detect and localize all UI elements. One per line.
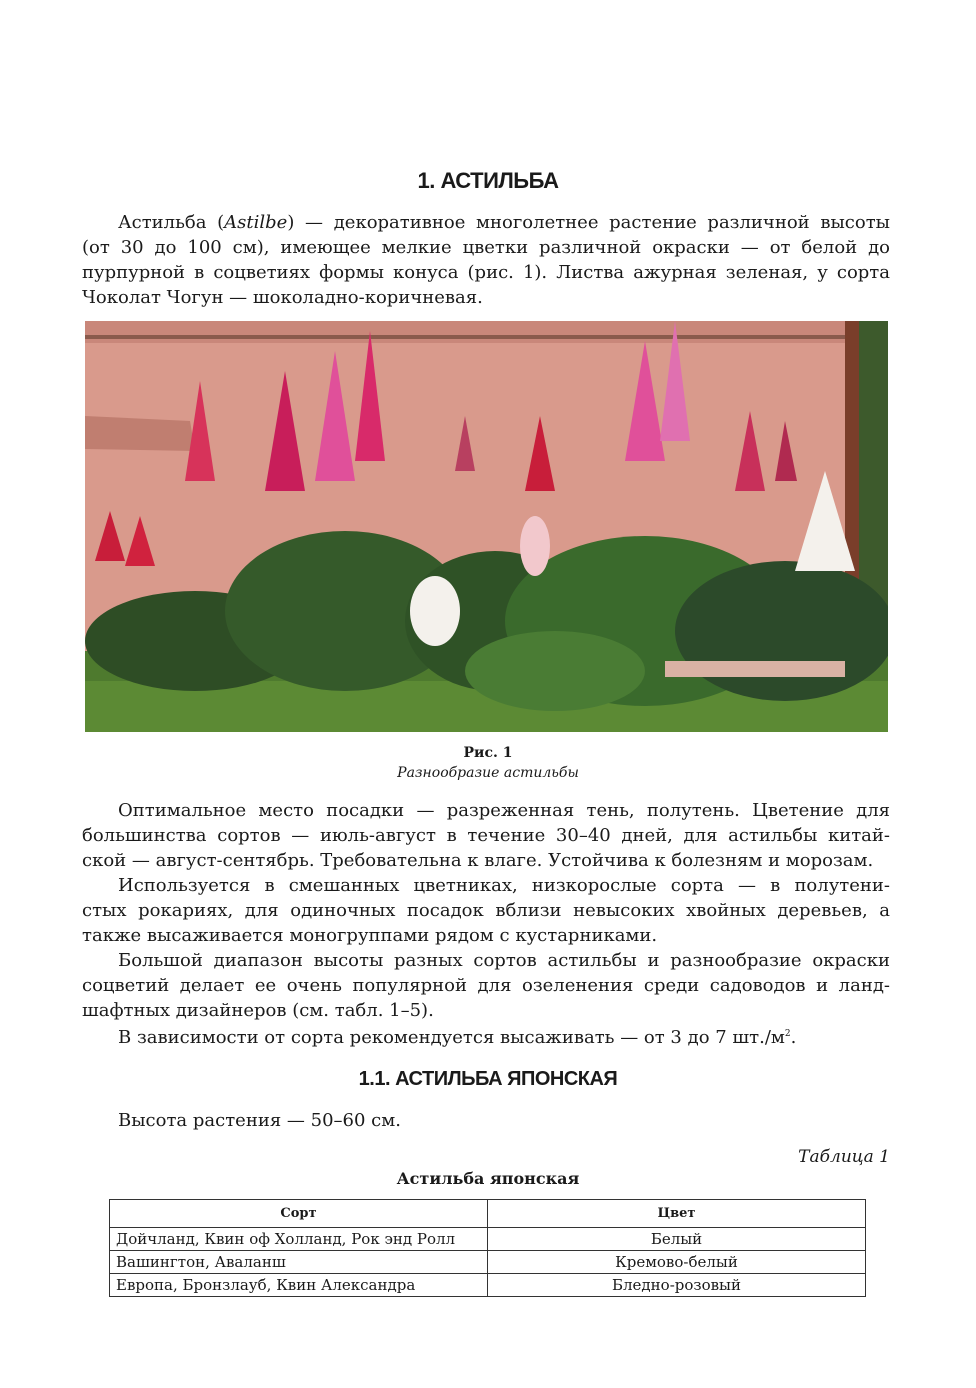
- line: В зависимости от сорта рекомендуется высаживать — от 3 до 7 $шт./м^2$.: [118, 1027, 797, 1048]
- intro-line-3: пурпурной в соцветиях формы конуса (рис. 1). Листва ажурная зеленая, у сорта: [82, 262, 890, 283]
- table-cell: Кремово-белый: [488, 1251, 866, 1274]
- intro-line-2: (от 30 до 100 см), имеющее мелкие цветки различной окраски — от белой до: [82, 237, 890, 258]
- subsection-heading: 1.1. АСТИЛЬБА ЯПОНСКАЯ: [358, 1068, 618, 1090]
- table-row: [110, 1274, 866, 1297]
- line: шафтных дизайнеров (см. табл. 1–5).: [82, 1000, 434, 1021]
- table-cell: Европа, Бронзлауб, Квин Александра: [110, 1274, 488, 1297]
- line: Высота растения — 50–60 см.: [118, 1110, 401, 1131]
- column-header: Цвет: [488, 1200, 866, 1228]
- line: большинства сортов — июль-август в течение 30–40 дней, для астильбы китай-: [82, 825, 890, 846]
- line: ской — август-сентябрь. Требовательна к влаге. Устойчива к болезням и морозам.: [82, 850, 874, 871]
- paragraph-density: [82, 1022, 890, 1050]
- table-cell: Вашингтон, Аваланш: [110, 1251, 488, 1274]
- table-cell: Бледно-розовый: [488, 1274, 866, 1297]
- section-heading: 1. АСТИЛЬБА: [417, 168, 559, 193]
- table-cell: Белый: [488, 1228, 866, 1251]
- column-header: Сорт: [110, 1200, 488, 1228]
- intro-paragraph: [82, 210, 890, 310]
- figure-caption: Разнообразие астильбы: [397, 765, 579, 781]
- line: Используется в смешанных цветниках, низкорослые сорта — в полутени-: [118, 875, 890, 896]
- table-label: Таблица 1: [798, 1147, 890, 1167]
- paragraph-range: [82, 948, 890, 1023]
- line: соцветий делает ее очень популярной для озеленения среди садоводов и ланд-: [82, 975, 890, 996]
- intro-line-1: Астильба (Astilbe) — декоративное многолетнее растение различной высоты: [118, 212, 890, 233]
- figure-title: Рис. 1: [463, 745, 513, 761]
- line: Оптимальное место посадки — разреженная тень, полутень. Цветение для: [118, 800, 890, 821]
- table-row: [110, 1228, 866, 1251]
- superscript: 2: [784, 1029, 791, 1039]
- paragraph-location: [82, 798, 890, 873]
- line: Большой диапазон высоты разных сортов астильбы и разнообразие окраски: [118, 950, 890, 971]
- varieties-table: [109, 1199, 866, 1297]
- table-title: Астильба японская: [396, 1169, 580, 1188]
- plant-height: [82, 1108, 890, 1133]
- astilbe-photo: [85, 321, 888, 732]
- table-header-row: [110, 1200, 866, 1228]
- line: стых рокариях, для одиночных посадок вблизи невысоких хвойных деревьев, а: [82, 900, 890, 921]
- line: также высаживается моногруппами рядом с кустарниками.: [82, 925, 658, 946]
- intro-line-4: Чоколат Чогун — шоколадно-коричневая.: [82, 287, 483, 308]
- table-row: [110, 1251, 866, 1274]
- table-cell: Дойчланд, Квин оф Холланд, Рок энд Ролл: [110, 1228, 488, 1251]
- paragraph-usage: [82, 873, 890, 948]
